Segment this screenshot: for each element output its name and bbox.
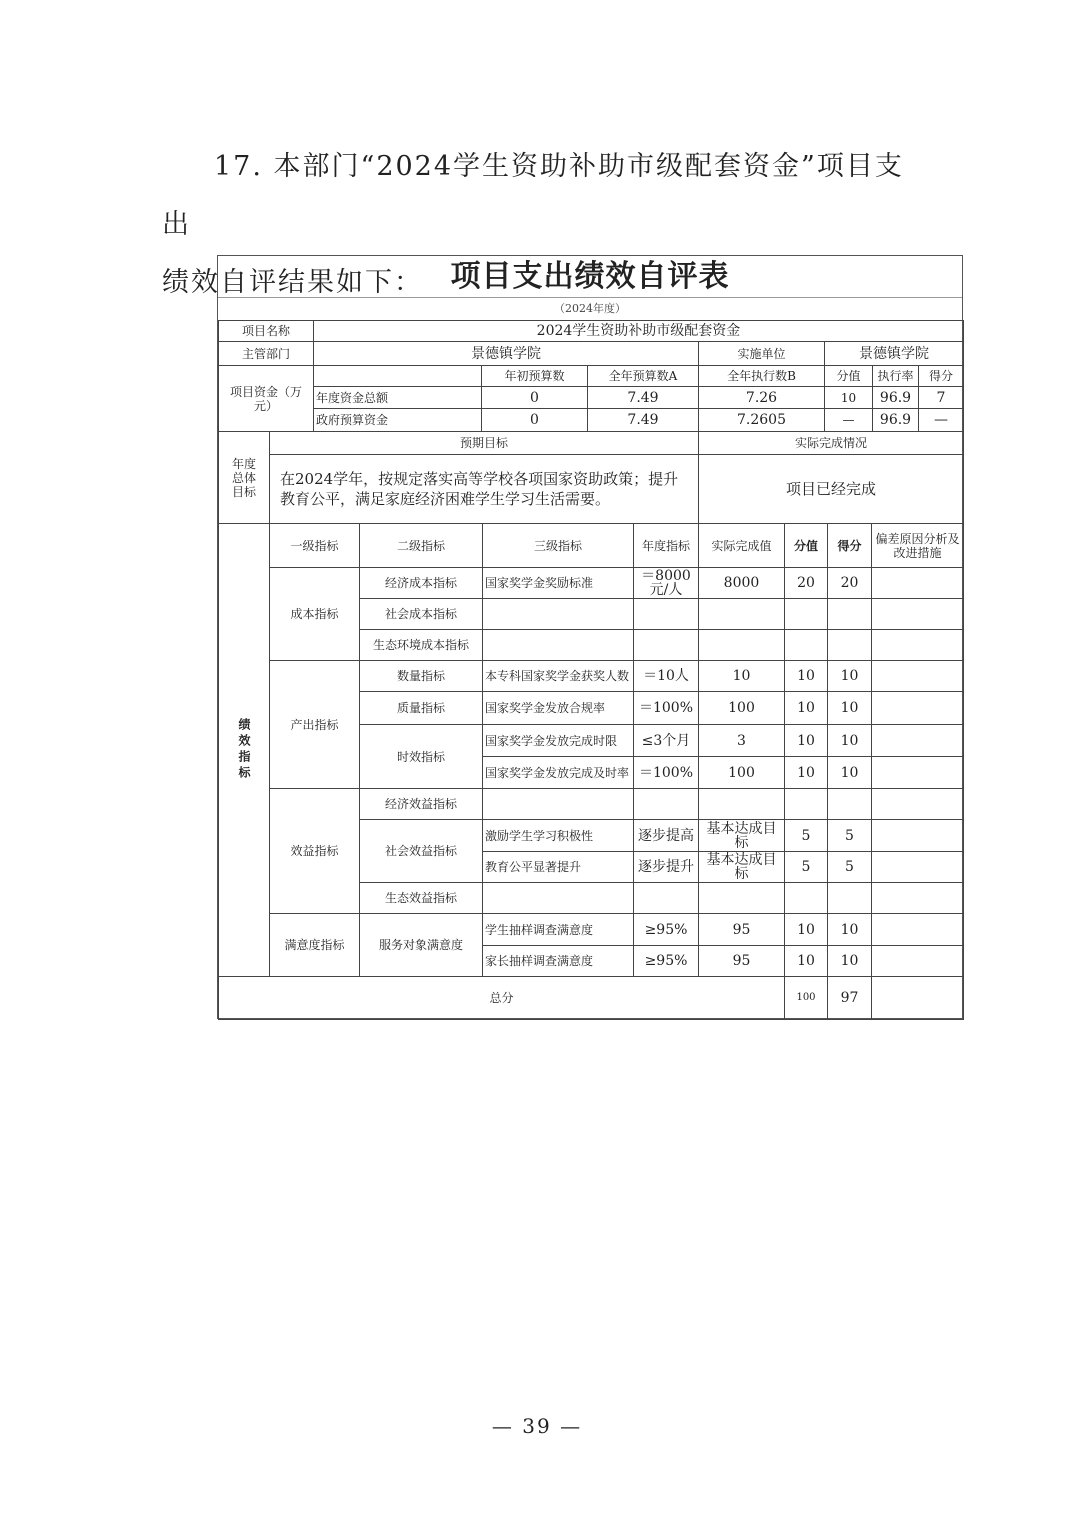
score-got (827, 629, 872, 661)
level1-indicator: 成本指标 (269, 567, 360, 661)
actual-value (698, 882, 785, 914)
level3-indicator: 国家奖学金发放完成时限 (482, 724, 634, 757)
deviation-analysis (871, 756, 964, 789)
deviation-analysis (871, 629, 964, 661)
indicators-label-text: 绩效指标 (237, 718, 251, 782)
total-score-value: 100 (784, 976, 828, 1020)
score-got: 10 (827, 691, 872, 725)
total-label: 总分 (218, 976, 785, 1020)
funds-cell: — (824, 408, 873, 432)
actual-completion-header: 实际完成情况 (698, 431, 964, 455)
score-value: 10 (784, 945, 828, 977)
annual-target: 逐步提升 (633, 851, 699, 883)
funds-row-name: 年度资金总额 (313, 386, 482, 409)
deviation-analysis (871, 851, 964, 883)
funds-cell: — (918, 408, 964, 432)
funds-cell: 0 (481, 408, 588, 432)
funds-header-blank (313, 365, 482, 387)
deviation-analysis (871, 819, 964, 852)
score-got: 10 (827, 945, 872, 977)
intro-line-1: 17. 本部门“2024学生资助补助市级配套资金”项目支出 (162, 151, 904, 240)
level1-indicator: 效益指标 (269, 788, 360, 914)
page-number: — 39 — (491, 1414, 583, 1438)
deviation-analysis (871, 724, 964, 757)
annual-target: ＝8000元/人 (633, 567, 699, 599)
indicator-header: 实际完成值 (698, 523, 785, 568)
score-got: 5 (827, 819, 872, 852)
deviation-analysis (871, 598, 964, 630)
dept-label: 主管部门 (218, 341, 314, 366)
annual-target (633, 629, 699, 661)
funds-cell: 7.49 (587, 386, 699, 409)
score-value: 10 (784, 913, 828, 946)
score-got: 5 (827, 851, 872, 883)
level1-indicator: 产出指标 (269, 660, 360, 789)
actual-value: 100 (698, 691, 785, 725)
impl-unit-value: 景德镇学院 (824, 341, 964, 366)
deviation-analysis (871, 945, 964, 977)
level3-indicator: 国家奖学金奖励标准 (482, 567, 634, 599)
funds-cell: 0 (481, 386, 588, 409)
score-got (827, 788, 872, 820)
level3-indicator: 教育公平显著提升 (482, 851, 634, 883)
funds-label: 项目资金（万元） (218, 365, 314, 432)
deviation-analysis (871, 913, 964, 946)
annual-target (633, 882, 699, 914)
score-value: 10 (784, 724, 828, 757)
score-value (784, 598, 828, 630)
dept-value: 景德镇学院 (313, 341, 699, 366)
level2-indicator: 质量指标 (359, 691, 483, 725)
funds-header: 执行率 (872, 365, 919, 387)
annual-target: ＝10人 (633, 660, 699, 692)
expected-goal-header: 预期目标 (269, 431, 699, 455)
expected-goal-text: 在2024学年，按规定落实高等学校各项国家资助政策；提升教育公平，满足家庭经济困难学生学习生活需要。 (269, 454, 699, 524)
project-name-value: 2024学生资助补助市级配套资金 (313, 320, 964, 342)
deviation-analysis (871, 788, 964, 820)
performance-evaluation-table (217, 255, 963, 1019)
level2-indicator: 生态环境成本指标 (359, 629, 483, 661)
score-value (784, 629, 828, 661)
actual-value: 95 (698, 913, 785, 946)
level1-indicator: 满意度指标 (269, 913, 360, 977)
funds-cell: 7.2605 (698, 408, 825, 432)
project-name-label: 项目名称 (218, 320, 314, 342)
level2-indicator: 服务对象满意度 (359, 913, 483, 977)
funds-cell: 10 (824, 386, 873, 409)
level3-indicator (482, 788, 634, 820)
score-value (784, 882, 828, 914)
score-got: 10 (827, 756, 872, 789)
indicator-header: 二级指标 (359, 523, 483, 568)
level2-indicator: 经济效益指标 (359, 788, 483, 820)
funds-header: 全年预算数A (587, 365, 699, 387)
funds-cell: 7 (918, 386, 964, 409)
total-remark (871, 976, 964, 1020)
level2-indicator: 时效指标 (359, 724, 483, 789)
deviation-analysis (871, 691, 964, 725)
indicator-header: 一级指标 (269, 523, 360, 568)
actual-value: 95 (698, 945, 785, 977)
funds-row-name: 政府预算资金 (313, 408, 482, 432)
funds-header: 年初预算数 (481, 365, 588, 387)
annual-target (633, 598, 699, 630)
impl-unit-label: 实施单位 (698, 341, 825, 366)
score-got: 10 (827, 913, 872, 946)
score-value (784, 788, 828, 820)
level3-indicator (482, 882, 634, 914)
level2-indicator: 数量指标 (359, 660, 483, 692)
annual-target (633, 788, 699, 820)
actual-value (698, 788, 785, 820)
table-title: 项目支出绩效自评表 (218, 256, 962, 298)
level3-indicator: 学生抽样调查满意度 (482, 913, 634, 946)
level3-indicator: 国家奖学金发放完成及时率 (482, 756, 634, 789)
score-value: 20 (784, 567, 828, 599)
level2-indicator: 经济成本指标 (359, 567, 483, 599)
score-value: 10 (784, 756, 828, 789)
level3-indicator: 家长抽样调查满意度 (482, 945, 634, 977)
level3-indicator: 激励学生学习积极性 (482, 819, 634, 852)
actual-value: 3 (698, 724, 785, 757)
indicator-header: 分值 (784, 523, 828, 568)
score-value: 5 (784, 819, 828, 852)
indicators-label (218, 523, 270, 977)
score-value: 10 (784, 660, 828, 692)
score-value: 5 (784, 851, 828, 883)
score-got (827, 598, 872, 630)
table-year: （2024年度） (554, 302, 626, 315)
actual-value: 100 (698, 756, 785, 789)
actual-completion-text: 项目已经完成 (698, 454, 964, 524)
actual-value (698, 629, 785, 661)
funds-cell: 7.49 (587, 408, 699, 432)
actual-value: 10 (698, 660, 785, 692)
funds-header: 得分 (918, 365, 964, 387)
goals-label: 年度总体目标 (218, 431, 270, 524)
funds-cell: 96.9 (872, 386, 919, 409)
level3-indicator: 本专科国家奖学金获奖人数 (482, 660, 634, 692)
score-got: 10 (827, 724, 872, 757)
total-score-got: 97 (827, 976, 872, 1020)
deviation-analysis (871, 660, 964, 692)
annual-target: ≤3个月 (633, 724, 699, 757)
funds-cell: 7.26 (698, 386, 825, 409)
funds-header: 分值 (824, 365, 873, 387)
indicator-header: 偏差原因分析及改进措施 (871, 523, 964, 568)
level2-indicator: 社会效益指标 (359, 819, 483, 883)
annual-target: ≥95% (633, 945, 699, 977)
actual-value: 基本达成目标 (698, 819, 785, 852)
deviation-analysis (871, 567, 964, 599)
annual-target: ＝100% (633, 691, 699, 725)
intro-line-2: 绩效自评结果如下： (162, 267, 423, 298)
level3-indicator (482, 598, 634, 630)
actual-value: 8000 (698, 567, 785, 599)
score-got: 20 (827, 567, 872, 599)
score-got (827, 882, 872, 914)
level2-indicator: 社会成本指标 (359, 598, 483, 630)
annual-target: ≥95% (633, 913, 699, 946)
funds-cell: 96.9 (872, 408, 919, 432)
actual-value: 基本达成目标 (698, 851, 785, 883)
level3-indicator (482, 629, 634, 661)
indicator-header: 得分 (827, 523, 872, 568)
funds-header: 全年执行数B (698, 365, 825, 387)
deviation-analysis (871, 882, 964, 914)
indicator-header: 年度指标 (633, 523, 699, 568)
indicator-header: 三级指标 (482, 523, 634, 568)
annual-target: ＝100% (633, 756, 699, 789)
level2-indicator: 生态效益指标 (359, 882, 483, 914)
level3-indicator: 国家奖学金发放合规率 (482, 691, 634, 725)
score-value: 10 (784, 691, 828, 725)
annual-target: 逐步提高 (633, 819, 699, 852)
score-got: 10 (827, 660, 872, 692)
actual-value (698, 598, 785, 630)
